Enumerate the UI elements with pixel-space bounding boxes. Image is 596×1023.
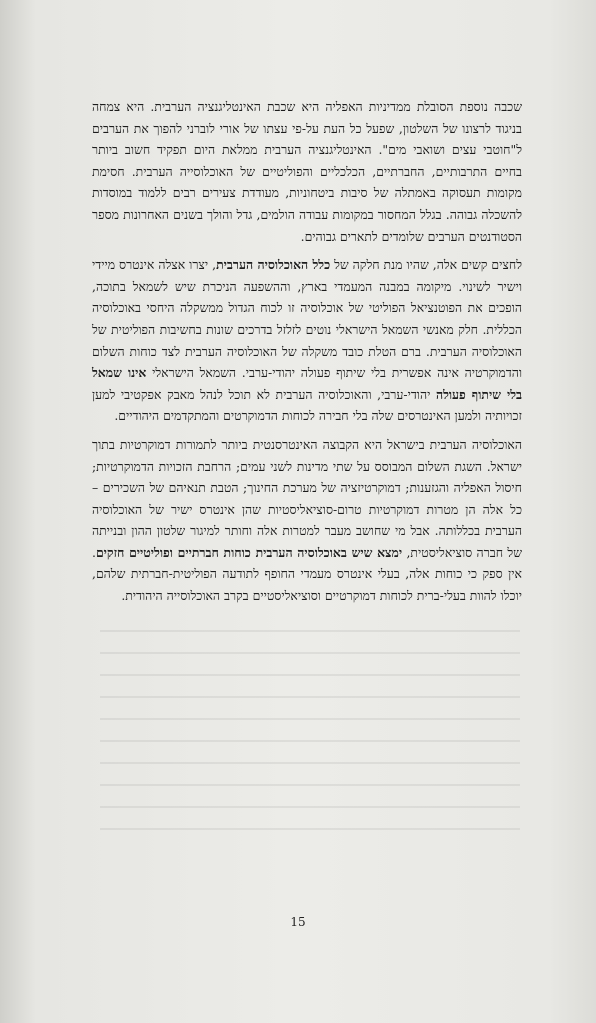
paragraph-democratic-change <box>92 434 522 607</box>
emphasis-text: אינו שמאל בלי שיתוף פעולה <box>92 365 522 402</box>
paragraph-text: לחצים קשים אלה, שהיו מנת חלקה של <box>330 257 522 273</box>
body-text <box>92 96 522 614</box>
paragraph-text: האוכלוסיה הערבית בישראל היא הקבוצה האינטרסנטית ביותר לתמורות דמוקרטיות בתוך ישראל. השגת השלום המבוסס על שתי מדינות לשני עמים; הרחבת הזכויות הדמוקרטיות; חיסול האפליה והגזענות; דמוקרטיזציה של מערכת החינוך; הטבת תנאיהם של השכירים – כל אלה הן מטרות דמוקרטיות טרום-סוציאליסטיות שהן אינטרס ישיר של האוכלוסיה הערבית בכללותה. אבל מי שחושב מעבר למטרות אלה וחותר למיגור שלטון ההון ובנייתה של חברה סוציאליסטית, <box>92 436 523 560</box>
paragraph-text: יהודי-ערבי, והאוכלוסיה הערבית לא תוכל לנהל מאבק אפקטיבי למען זכויותיה ולמען האינטרסים שלה בלי חבירה לכוחות הדמוקרטים והמתקדמים היהודיים. <box>92 386 522 424</box>
paragraph-text: , יצרו אצלה אינטרס מיידי וישיר לשינוי. מיקומה במבנה המעמדי בארץ, וההשפעה הניכרת שיש לשמאל בתוכה, הופכים את הפוטנציאל הפוליטי של אוכלוסיה זו לכוח הגדול ממשקלה היחסי באוכלוסיה הכללית. חלק מאנשי השמאל הישראלי נוטים לזלזל בדרכים שונות בחשיבות הפוליטית של האוכלוסיה הערבית. ברם הטלת כובד משקלה של האוכלוסיה הערבית לצד כוחות השלום והדמוקרטיה אינה אפשרית בלי שיתוף פעולה יהודי-ערבי. השמאל הישראלי <box>92 257 522 381</box>
paragraph-text: שכבה נוספת הסובלת ממדיניות האפליה היא שכבת האינטליגנציה הערבית. היא צמחה בניגוד לרצונו של השלטון, שפעל כל העת על-פי עצתו של אורי לוברני להפוך את הערבים ל"חוטבי עצים ושואבי מים". האינטליגנציה הערבית ממלאת היום תפקיד חשוב ביותר בחיים התרבותיים, החברתיים, הכלכליים והפוליטיים של האוכלוסייה הערבית. חסימת מקומות תעסוקה באמתלה של סיבות ביטחוניות, מעודדת צעירים רבים ללמוד במוסדות להשכלה גבוהה. בגלל המחסור במקומות עבודה הולמים, גדל והולך בשנים האחרונות מספר הסטודנטים הערבים שלומדים לתארים גבוהים. <box>92 99 522 244</box>
show-through-text <box>100 630 520 830</box>
emphasis-text: כלל האוכלוסיה הערבית <box>216 257 331 273</box>
emphasis-text: ימצא שיש באוכלוסיה הערבית כוחות חברתיים ופוליטיים חזקים <box>95 544 403 560</box>
paragraph-text: . אין ספק כי כוחות אלה, בעלי אינטרס מעמדי החופף לתודעה הפוליטית-חברתית שלהם, יוכלו להוות בעלי-ברית לכוחות דמוקרטיים וסוציאליסטיים בקרב האוכלוסייה היהודית. <box>92 544 522 604</box>
page-number: 15 <box>290 915 306 929</box>
paragraph-pressures <box>92 254 522 427</box>
paragraph-intelligentsia <box>92 96 522 247</box>
